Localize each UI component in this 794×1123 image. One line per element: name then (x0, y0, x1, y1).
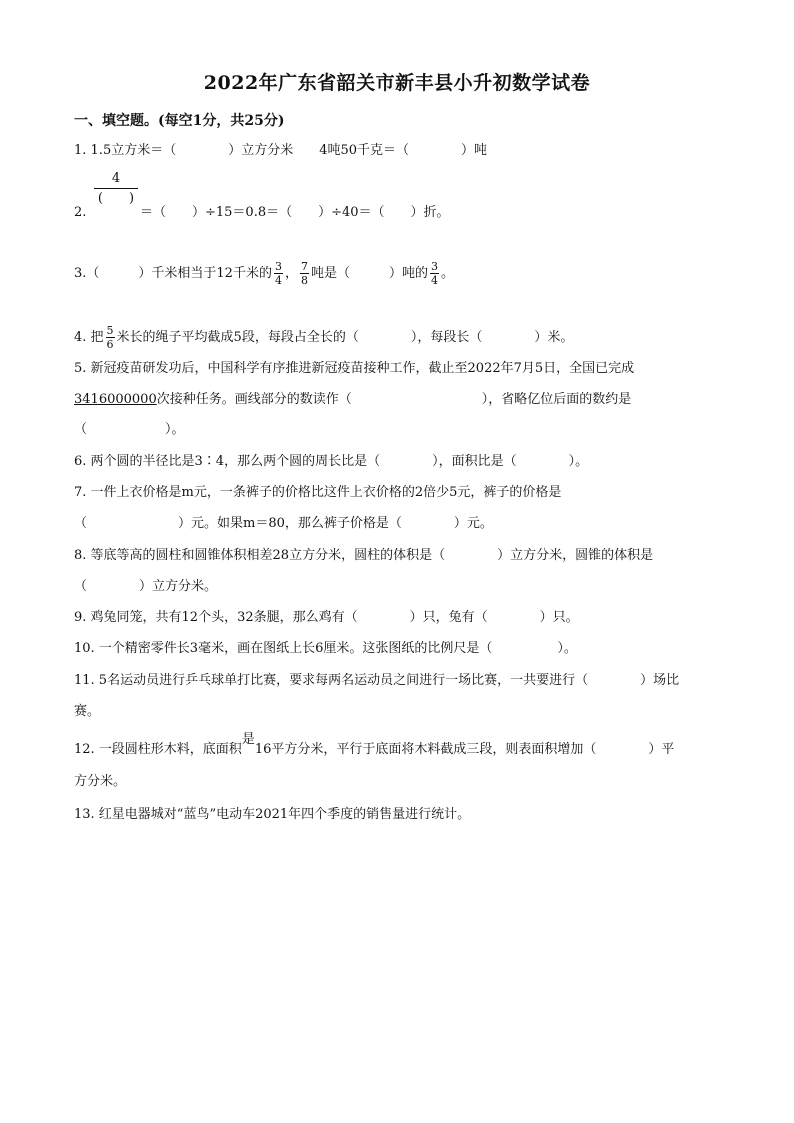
fraction-denominator: ( ) (97, 191, 135, 206)
separator: ， (284, 266, 298, 281)
question-3 (74, 256, 454, 292)
fraction-numerator: 7 (300, 260, 308, 273)
fraction-numerator: 5 (106, 324, 114, 337)
question-8-line2: （ ）立方分米。 (74, 579, 218, 594)
question-13: 13. 红星电器城对“蓝鸟”电动车2021年四个季度的销售量进行统计。 (74, 807, 471, 822)
question-2-prefix: 2. (74, 205, 87, 220)
question-5-line1: 5. 新冠疫苗研发功后，中国科学有序推进新冠疫苗接种工作，截止至2022年7月5日，全国已完成 (74, 361, 635, 376)
question-1: 1. 1.5立方米＝（ ）立方分米 4吨50千克＝（ ）吨 (74, 143, 488, 158)
raised-char: 是 (241, 732, 255, 747)
question-12-line2: 方分米。 (74, 774, 127, 789)
fraction-denominator: 4 (274, 274, 282, 287)
question-3-part1: 3.（ ）千米相当于12千米的 (74, 266, 272, 281)
question-5-line3: （ ）。 (74, 422, 185, 437)
question-7-line1: 7. 一件上衣价格是m元，一条裤子的价格比这件上衣价格的2倍少5元，裤子的价格是 (74, 485, 562, 500)
fraction-numerator: 3 (430, 260, 438, 273)
question-3-part2: 吨是（ ）吨的 (310, 266, 428, 281)
section-heading: 一、填空题。(每空1分，共25分) (74, 113, 285, 129)
exam-title: 2022年广东省韶关市新丰县小升初数学试卷 (203, 72, 591, 94)
fraction-numerator: 4 (111, 171, 121, 186)
question-5-line2 (74, 391, 631, 409)
fraction-denominator: 8 (300, 274, 308, 287)
question-10: 10. 一个精密零件长3毫米，画在图纸上长6厘米。这张图纸的比例尺是（ ）。 (74, 641, 577, 656)
question-11-line2: 赛。 (74, 704, 101, 719)
question-6: 6. 两个圆的半径比是3∶4，那么两个圆的周长比是（ ），面积比是（ ）。 (74, 454, 589, 469)
question-7-line2: （ ）元。如果m＝80，那么裤子价格是（ ）元。 (74, 516, 493, 531)
fraction-denominator: 6 (106, 338, 114, 351)
question-12-line1 (74, 732, 675, 759)
question-4 (74, 320, 573, 356)
question-4-part1: 4. 把 (74, 330, 104, 345)
question-12-part1: 12. 一段圆柱形木料，底面积 (74, 742, 242, 757)
underlined-number: 3416000000 (74, 392, 157, 407)
question-8-line1: 8. 等底等高的圆柱和圆锥体积相差28立方分米，圆柱的体积是（ ）立方分米，圆锥的体积是 (74, 548, 654, 563)
question-3-end: 。 (440, 266, 454, 281)
fraction-denominator: 4 (430, 274, 438, 287)
fraction-seven-eighths (300, 260, 309, 287)
question-5-line2-rest: 次接种任务。画线部分的数读作（ ），省略亿位后面的数约是 (156, 392, 632, 407)
question-2-text: ＝（ ）÷15＝0.8＝（ ）÷40＝（ ）折。 (140, 205, 450, 220)
question-12-part2: 16平方分米，平行于底面将木料截成三段，则表面积增加（ ）平 (254, 742, 675, 757)
fraction-three-fourths-2 (430, 260, 439, 287)
question-9: 9. 鸡兔同笼，共有12个头，32条腿，那么鸡有（ ）只，兔有（ ）只。 (74, 610, 579, 625)
question-2-fraction (94, 170, 138, 209)
fraction-three-fourths (274, 260, 283, 287)
fraction-numerator: 3 (274, 260, 282, 273)
question-4-part2: 米长的绳子平均截成5段，每段占全长的（ ），每段长（ ）米。 (116, 330, 574, 345)
question-11-line1: 11. 5名运动员进行乒乓球单打比赛，要求每两名运动员之间进行一场比赛，一共要进行（ ）场比 (74, 673, 680, 688)
fraction-five-sixths (106, 324, 115, 351)
